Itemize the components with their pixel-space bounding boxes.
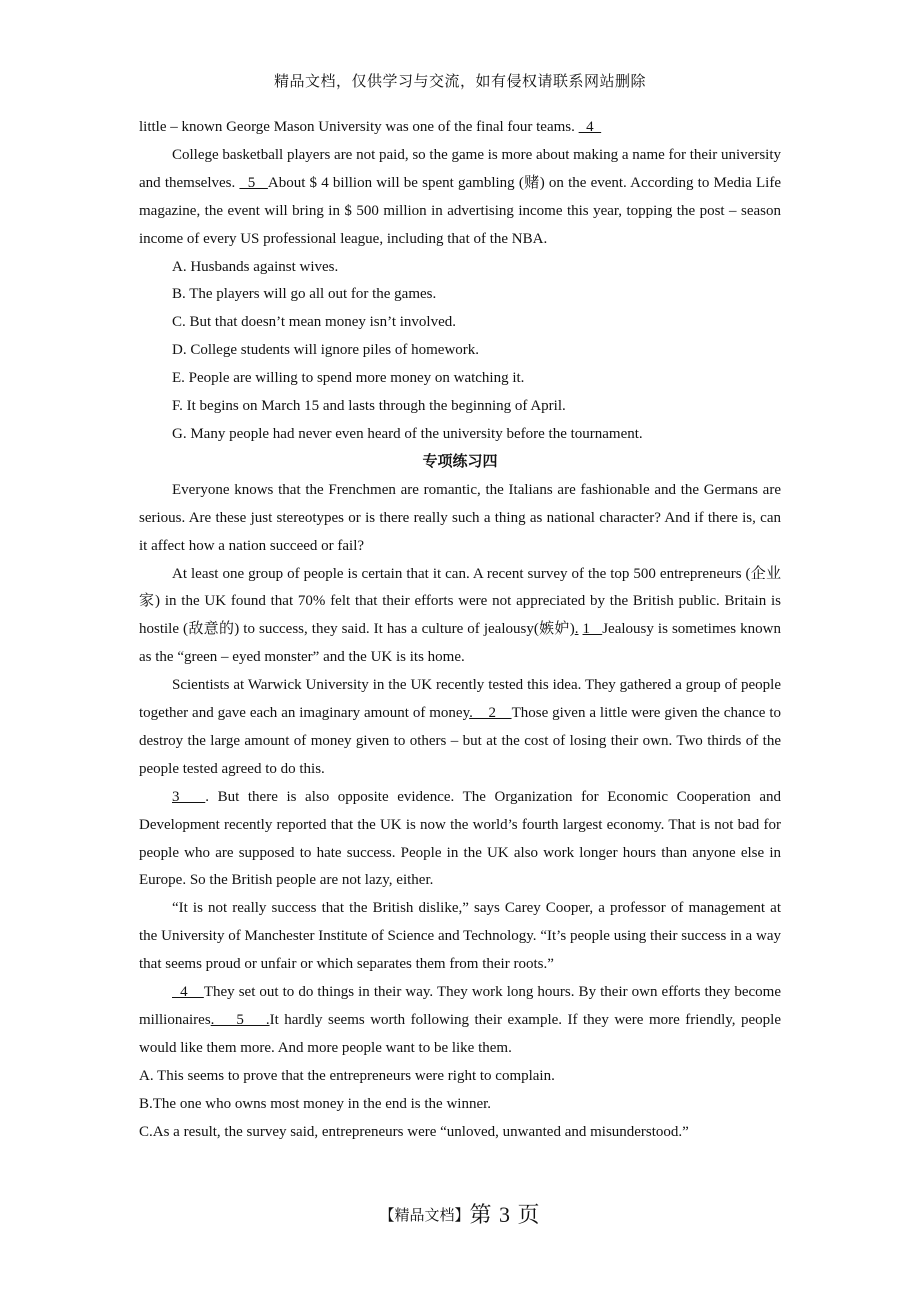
option-item: C. But that doesn’t mean money isn’t involved. bbox=[172, 314, 457, 331]
paragraph-text: At least one group of people is certain that it can. A recent survey of the top 500 entrepreneurs (企业家) in the UK found that 70% felt that their efforts were not appreciated by the British public. Britain is hostile (敌意的) to success, they said. It has a culture of jealousy(嫉妒) bbox=[139, 565, 781, 638]
option-item: A. This seems to prove that the entrepreneurs were right to complain. bbox=[139, 1067, 555, 1084]
page-header: 精品文档，仅供学习与交流，如有侵权请联系网站删除 bbox=[273, 74, 646, 90]
blank-2: . 2 bbox=[469, 705, 512, 722]
paragraph-text: little – known George Mason University was one of the final four teams. bbox=[139, 119, 579, 135]
blank-4: 4 bbox=[172, 984, 204, 1001]
blank-1: 1 bbox=[582, 621, 603, 638]
paragraph-survey bbox=[139, 561, 781, 673]
paragraph-evidence bbox=[139, 784, 781, 896]
blank-4: 4 bbox=[578, 119, 602, 135]
paragraph-text: Those given a little were given the chance to destroy the large amount of money given to others – but at the cost of losing their own. Two thirds of the people tested agreed to do this. bbox=[139, 705, 781, 777]
paragraph-text: Scientists at Warwick University in the UK recently tested this idea. They gathered a group of people together and gave each an imaginary amount of money bbox=[139, 677, 781, 722]
paragraph-text: It hardly seems worth following their example. If they were more friendly, people would like them more. And more people want to be like them. bbox=[139, 1012, 781, 1056]
options-list-1 bbox=[139, 254, 781, 449]
blank-5: 5 bbox=[239, 174, 268, 191]
paragraph-stereotypes: Everyone knows that the Frenchmen are romantic, the Italians are fashionable and the Germans are serious. Are these just stereotypes or is there really such a thing as national character? And if there is, can it affect how a nation succeed or fail? bbox=[139, 481, 781, 554]
blank-3: 3 bbox=[172, 788, 206, 805]
option-item: C.As a result, the survey said, entrepreneurs were “unloved, unwanted and misunderstood.” bbox=[139, 1123, 689, 1140]
option-item: F. It begins on March 15 and lasts through the beginning of April. bbox=[172, 398, 566, 415]
paragraph-text: . But there is also opposite evidence. The Organization for Economic Cooperation and Development recently reported that the UK is now the world’s fourth largest economy. That is not bad for people who are supposed to hate success. People in the UK also work longer hours than anyone else in Europe. So the British people are not lazy, either. bbox=[139, 788, 782, 889]
paragraph-basketball bbox=[139, 142, 781, 254]
page-footer bbox=[0, 1198, 920, 1229]
underlined-dot: . bbox=[574, 621, 579, 638]
footer-label: 【精品文档】 bbox=[379, 1208, 470, 1224]
paragraph-text: College basketball players are not paid, so the game is more about making a name for their university and themselves. bbox=[139, 146, 781, 191]
paragraph-warwick bbox=[139, 672, 781, 784]
option-item: B.The one who owns most money in the end is the winner. bbox=[139, 1095, 492, 1112]
paragraph-quote: “It is not really success that the British dislike,” says Carey Cooper, a professor of management at the University of Manchester Institute of Science and Technology. “It’s people using their success in a way that seems proud or unfair or which separates them from their roots.” bbox=[139, 900, 781, 973]
option-item: A. Husbands against wives. bbox=[172, 258, 339, 275]
page-number: 第 3 页 bbox=[469, 1202, 541, 1227]
option-item: G. Many people had never even heard of the university before the tournament. bbox=[172, 425, 643, 442]
paragraph-text: They set out to do things in their way. They work long hours. By their own efforts they become millionaires bbox=[139, 984, 781, 1028]
option-item: B. The players will go all out for the games. bbox=[172, 286, 437, 303]
options-list-2 bbox=[139, 1063, 781, 1147]
paragraph-text: About $ 4 billion will be spent gambling (赌) on the event. According to Media Life magazine, the event will bring in $ 500 million in advertising income this year, topping the post – season income of every US professional league, including that of the NBA. bbox=[139, 174, 782, 247]
option-item: D. College students will ignore piles of homework. bbox=[172, 342, 480, 359]
option-item: E. People are willing to spend more money on watching it. bbox=[172, 370, 525, 387]
paragraph-millionaires bbox=[139, 979, 781, 1063]
blank-5: . 5 . bbox=[210, 1012, 270, 1028]
page-content bbox=[139, 114, 781, 1147]
section-title: 专项练习四 bbox=[422, 453, 498, 470]
paragraph-text: Jealousy is sometimes known as the “green – eyed monster” and the UK is its home. bbox=[139, 621, 782, 666]
paragraph-continuation bbox=[139, 114, 781, 142]
